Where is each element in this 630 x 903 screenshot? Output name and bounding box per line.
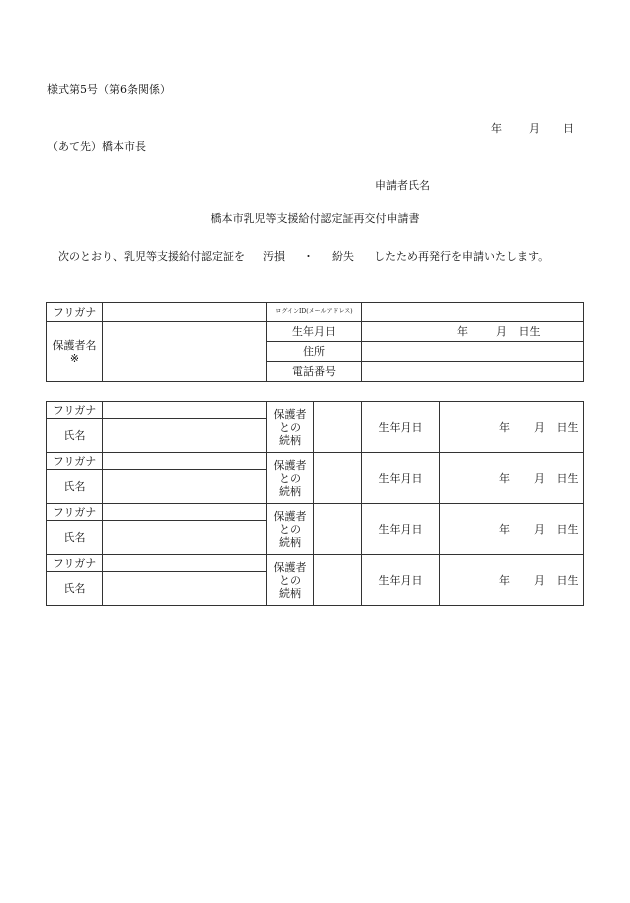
guardian-table [46, 302, 584, 382]
child-relation-line-1: 保護者 [273, 560, 307, 574]
guardian-dob-label: 生年月日 [267, 322, 362, 342]
children-table [46, 401, 584, 606]
guardian-name-label [47, 322, 103, 382]
child-relation-line-1: 保護者 [273, 407, 307, 421]
child-name-field[interactable] [103, 470, 267, 504]
child-relation-line-3: 続柄 [279, 586, 301, 600]
child-furigana-label: フリガナ [47, 453, 103, 470]
child-dob-day: 日生 [556, 573, 579, 587]
child-relation-line-3: 続柄 [279, 535, 301, 549]
document-title: 橋本市乳児等支援給付認定証再交付申請書 [210, 212, 420, 225]
child-name-field[interactable] [103, 419, 267, 453]
child-name-label: 氏名 [47, 419, 103, 453]
login-id-label: ログインID(メールアドレス) [267, 303, 362, 322]
child-relation-line-2: との [279, 420, 301, 434]
guardian-name-field[interactable] [103, 322, 267, 382]
guardian-furigana-label: フリガナ [47, 303, 103, 322]
guardian-dob-day: 日生 [518, 325, 541, 338]
child-dob-field[interactable] [440, 453, 584, 504]
child-name-label: 氏名 [47, 470, 103, 504]
date-month: 月 [529, 122, 540, 135]
option-separator: ・ [303, 250, 314, 263]
child-name-label: 氏名 [47, 521, 103, 555]
child-relation-field[interactable] [314, 504, 362, 555]
child-row-furigana [47, 402, 584, 419]
child-dob-month: 月 [534, 573, 545, 587]
child-name-field[interactable] [103, 521, 267, 555]
child-furigana-field[interactable] [103, 453, 267, 470]
child-relation-field[interactable] [314, 555, 362, 606]
option-lost: 紛失 [332, 250, 354, 263]
statement-suffix: したため再発行を申請いたします。 [374, 250, 550, 263]
child-dob-year: 年 [499, 420, 510, 434]
child-dob-label: 生年月日 [362, 504, 440, 555]
child-dob-day: 日生 [556, 522, 579, 536]
child-furigana-field[interactable] [103, 402, 267, 419]
child-dob-label: 生年月日 [362, 402, 440, 453]
child-relation-line-1: 保護者 [273, 509, 307, 523]
child-furigana-field[interactable] [103, 555, 267, 572]
child-relation-line-1: 保護者 [273, 458, 307, 472]
guardian-dob-field[interactable] [362, 322, 584, 342]
date-line [491, 120, 574, 136]
child-dob-field[interactable] [440, 555, 584, 606]
child-relation-label [267, 555, 314, 606]
child-relation-label [267, 453, 314, 504]
date-day: 日 [563, 122, 574, 135]
option-soiled: 汚損 [263, 250, 285, 263]
child-name-label: 氏名 [47, 572, 103, 606]
statement-prefix: 次のとおり、乳児等支援給付認定証を [58, 250, 245, 263]
child-dob-label: 生年月日 [362, 555, 440, 606]
child-row-furigana [47, 504, 584, 521]
child-relation-label [267, 504, 314, 555]
child-dob-month: 月 [534, 471, 545, 485]
guardian-address-field[interactable] [362, 342, 584, 362]
addressee: （あて先）橋本市長 [47, 140, 146, 153]
guardian-dob-year: 年 [457, 325, 468, 338]
guardian-address-label: 住所 [267, 342, 362, 362]
child-furigana-label: フリガナ [47, 402, 103, 419]
guardian-phone-field[interactable] [362, 362, 584, 382]
child-dob-year: 年 [499, 522, 510, 536]
date-year: 年 [491, 122, 502, 135]
child-dob-label: 生年月日 [362, 453, 440, 504]
child-relation-line-2: との [279, 471, 301, 485]
guardian-furigana-field[interactable] [103, 303, 267, 322]
applicant-name-label: 申請者氏名 [375, 179, 430, 192]
child-dob-day: 日生 [556, 420, 579, 434]
child-relation-line-3: 続柄 [279, 433, 301, 447]
guardian-name-text: 保護者名 [52, 338, 97, 352]
child-furigana-label: フリガナ [47, 555, 103, 572]
child-relation-line-3: 続柄 [279, 484, 301, 498]
form-number: 様式第5号（第6条関係） [47, 83, 171, 96]
login-id-field[interactable] [362, 303, 584, 322]
child-relation-line-2: との [279, 573, 301, 587]
child-row-furigana [47, 453, 584, 470]
child-relation-field[interactable] [314, 402, 362, 453]
child-dob-year: 年 [499, 573, 510, 587]
child-dob-field[interactable] [440, 402, 584, 453]
child-relation-field[interactable] [314, 453, 362, 504]
guardian-name-note: ※ [69, 351, 80, 365]
child-dob-month: 月 [534, 522, 545, 536]
statement [58, 248, 549, 264]
child-dob-day: 日生 [556, 471, 579, 485]
guardian-dob-month: 月 [496, 325, 507, 338]
child-relation-label [267, 402, 314, 453]
child-furigana-label: フリガナ [47, 504, 103, 521]
child-furigana-field[interactable] [103, 504, 267, 521]
child-name-field[interactable] [103, 572, 267, 606]
child-row-furigana [47, 555, 584, 572]
child-dob-year: 年 [499, 471, 510, 485]
child-dob-month: 月 [534, 420, 545, 434]
child-relation-line-2: との [279, 522, 301, 536]
guardian-phone-label: 電話番号 [267, 362, 362, 382]
child-dob-field[interactable] [440, 504, 584, 555]
